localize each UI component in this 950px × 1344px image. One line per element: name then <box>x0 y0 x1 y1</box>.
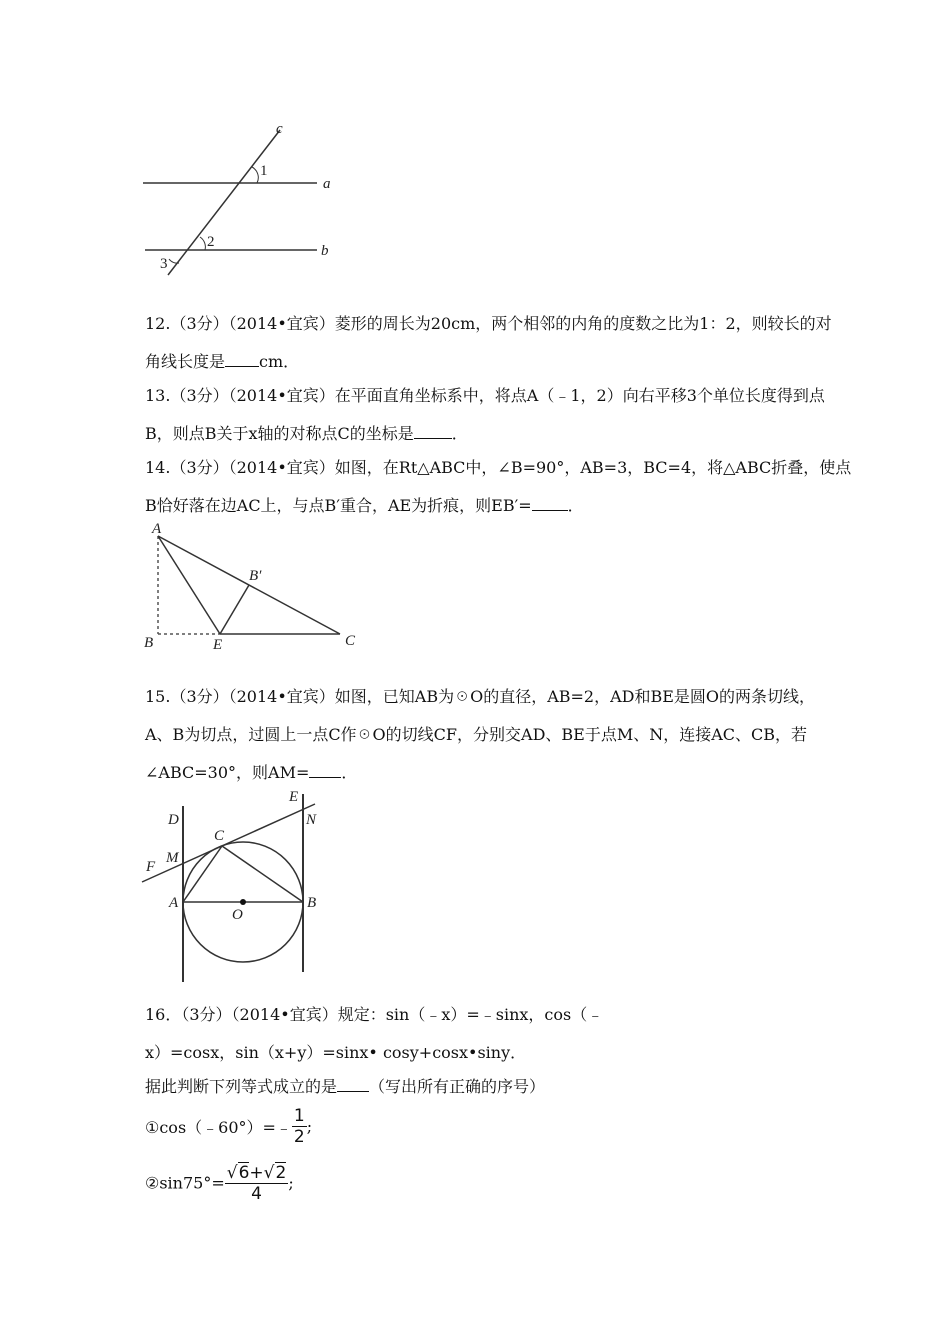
sqrt-2: 2 <box>275 1163 287 1183</box>
q15-line1: 15.（3分）（2014•宜宾）如图，已知AB为☉O的直径，AB=2，AD和BE是圆O的两条切线， <box>145 687 816 706</box>
q13-answer-blank <box>414 424 452 439</box>
q16-item1 <box>145 1106 312 1147</box>
item2-numerator: √6+√2 <box>226 1163 287 1183</box>
label-O: O <box>232 907 243 923</box>
label-C: C <box>214 828 225 844</box>
q14-text-before: B恰好落在边AC上，与点B′重合，AE为折痕，则EB′= <box>145 496 532 515</box>
item2-end: ; <box>288 1173 294 1193</box>
label-A: A <box>169 895 179 911</box>
label-E: E <box>213 637 223 653</box>
label-N: N <box>306 812 317 828</box>
label-Bp: B′ <box>249 568 262 584</box>
q16-line1: 16．（3分）（2014•宜宾）规定：sin（﹣x）=﹣sinx，cos（﹣ <box>145 1005 604 1024</box>
q16-text-before: 据此判断下列等式成立的是 <box>145 1077 338 1096</box>
label-a: a <box>323 176 331 192</box>
q16-text-after: （写出所有正确的序号） <box>369 1077 546 1096</box>
q16-line3 <box>145 1074 545 1097</box>
plus-sign: + <box>249 1163 264 1183</box>
item1-denominator: 2 <box>293 1127 305 1147</box>
item2-text: ②sin75°= <box>145 1173 225 1193</box>
q13-line1: 13.（3分）（2014•宜宾）在平面直角坐标系中，将点A（﹣1，2）向右平移3个单位长度得到点 <box>145 386 825 405</box>
label-B: B <box>307 895 317 911</box>
label-A: A <box>152 521 162 537</box>
label-b: b <box>321 243 329 259</box>
parallel-lines-figure <box>135 115 350 280</box>
q12-answer-blank <box>225 352 259 367</box>
q12-text-after: cm． <box>259 352 300 371</box>
q12-line1: 12.（3分）（2014•宜宾）菱形的周长为20cm，两个相邻的内角的度数之比为1：2，则较长的对 <box>145 314 832 333</box>
q13-line2 <box>145 421 468 444</box>
item1-numerator: 1 <box>293 1106 305 1126</box>
q13-text-before: B，则点B关于x轴的对称点C的坐标是 <box>145 424 414 443</box>
label-D: D <box>168 812 179 828</box>
q13-text-after: ． <box>451 424 468 443</box>
q16-item2 <box>145 1162 294 1204</box>
q15-text-after: ． <box>341 763 358 782</box>
q12-line2 <box>145 349 299 372</box>
label-B: B <box>144 635 154 651</box>
q15-text-before: ∠ABC=30°，则AM= <box>145 763 310 782</box>
label-angle-1: 1 <box>260 163 268 179</box>
label-c: c <box>276 121 283 137</box>
item1-fraction <box>292 1106 307 1147</box>
label-F: F <box>146 859 156 875</box>
label-angle-3: 3 <box>160 256 168 272</box>
q16-line2: x）=cosx，sin（x+y）=sinx• cosy+cosx•siny． <box>145 1043 527 1062</box>
sqrt-6: 6 <box>238 1163 250 1183</box>
q14-text-after: ． <box>567 496 584 515</box>
label-E: E <box>289 789 299 805</box>
item1-end: ; <box>306 1117 313 1136</box>
item2-fraction <box>225 1162 289 1204</box>
q15-line2: A、B为切点，过圆上一点C作☉O的切线CF，分别交AD、BE于点M、N，连接AC、CB，若 <box>145 725 808 744</box>
q15-line3 <box>145 760 357 783</box>
circle-tangent-figure <box>140 786 340 986</box>
label-M: M <box>166 850 179 866</box>
q14-answer-blank <box>532 496 568 511</box>
q16-answer-blank <box>337 1077 369 1092</box>
q14-line2 <box>145 493 584 516</box>
item1-text: ①cos（﹣60°）=﹣ <box>145 1118 292 1137</box>
label-angle-2: 2 <box>207 234 215 250</box>
triangle-fold-figure <box>138 518 368 658</box>
item2-denominator: 4 <box>251 1184 262 1204</box>
q14-line1: 14.（3分）（2014•宜宾）如图，在Rt△ABC中，∠B=90°，AB=3，BC=4，将△ABC折叠，使点 <box>145 458 852 477</box>
q15-answer-blank <box>309 763 341 778</box>
q12-text-before: 角线长度是 <box>145 352 226 371</box>
label-C: C <box>345 633 356 649</box>
